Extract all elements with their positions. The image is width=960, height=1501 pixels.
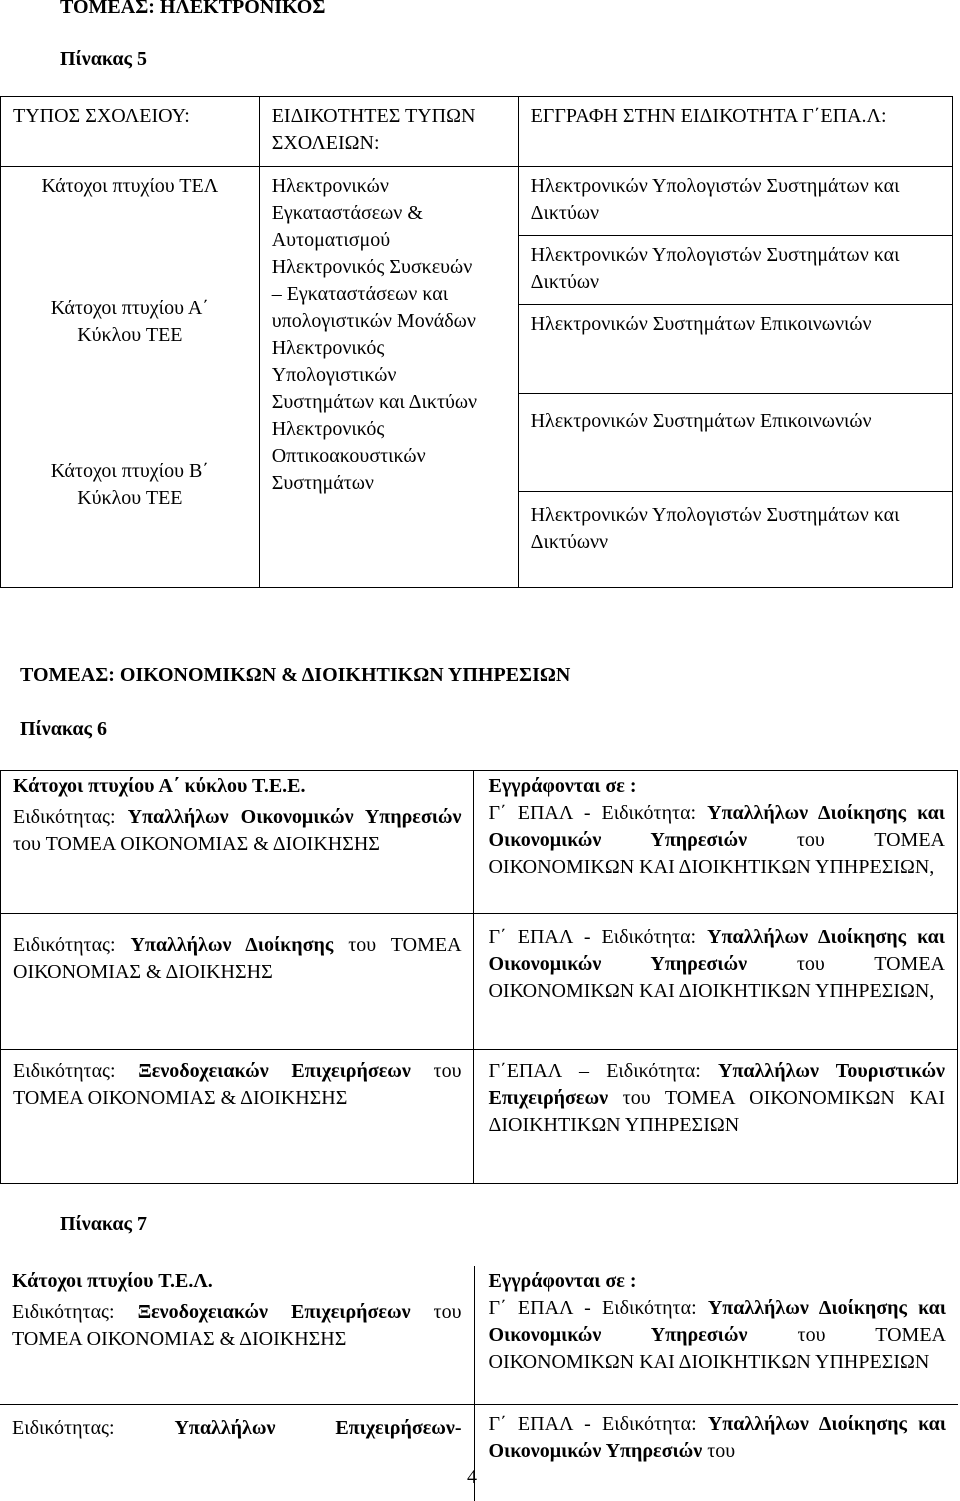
table6-left-text: Ειδικότητας: Υπαλλήλων Διοίκησης του ΤΟΜΕΑ ΟΙΚΟΝΟΜΙΑΣ & ΔΙΟΙΚΗΣΗΣ: [13, 934, 462, 983]
table6-row: [1, 914, 474, 1050]
table-7: [0, 1266, 958, 1501]
specialty-item: Ηλεκτρονικών Εγκαταστάσεων & Αυτοματισμού: [271, 175, 423, 251]
enrollment-row: Ηλεκτρονικών Υπολογιστών Συστημάτων και Δικτύων: [519, 236, 952, 305]
table6-header-left: Κάτοχοι πτυχίου Α΄ κύκλου Τ.Ε.Ε.: [13, 775, 306, 797]
page-number: 4: [467, 1466, 477, 1488]
table7-row-right: [474, 1266, 958, 1404]
school-type-a-tee: Κάτοχοι πτυχίου Α΄ Κύκλου ΤΕΕ: [50, 297, 209, 346]
table-title-7: Πίνακας 7: [60, 1213, 147, 1235]
enrollment-row: Ηλεκτρονικών Υπολογιστών Συστημάτων και Δικτύων: [519, 167, 952, 236]
table7-right-text: Γ΄ ΕΠΑΛ - Ειδικότητα: Υπαλλήλων Διοίκησης και Οικονομικών Υπηρεσιών του ΤΟΜΕΑ ΟΙΚΟΝΟΜΙΚΩΝ ΚΑΙ ΔΙΟΙΚΗΤΙΚΩΝ ΥΠΗΡΕΣΙΩΝ: [488, 1297, 947, 1373]
table6-row: [1, 771, 474, 914]
table6-right-text: Γ΄ ΕΠΑΛ - Ειδικότητα: Υπαλλήλων Διοίκησης και Οικονομικών Υπηρεσιών του ΤΟΜΕΑ ΟΙΚΟΝΟΜΙΚΩΝ ΚΑΙ ΔΙΟΙΚΗΤΙΚΩΝ ΥΠΗΡΕΣΙΩΝ,: [488, 926, 946, 1002]
table-6: [0, 770, 958, 1184]
table6-right-text: Γ΄ ΕΠΑΛ - Ειδικότητα: Υπαλλήλων Διοίκησης και Οικονομικών Υπηρεσιών του ΤΟΜΕΑ ΟΙΚΟΝΟΜΙΚΩΝ ΚΑΙ ΔΙΟΙΚΗΤΙΚΩΝ ΥΠΗΡΕΣΙΩΝ,: [488, 802, 946, 878]
section-heading-economics: ΤΟΜΕΑΣ: ΟΙΚΟΝΟΜΙΚΩΝ & ΔΙΟΙΚΗΤΙΚΩΝ ΥΠΗΡΕΣΙΩΝ: [20, 664, 571, 686]
table6-row-right: [474, 1050, 958, 1184]
table5-specialties-cell: [259, 167, 518, 588]
table7-header-left: Κάτοχοι πτυχίου Τ.Ε.Λ.: [12, 1270, 213, 1292]
table6-left-text: Ειδικότητας: Υπαλλήλων Οικονομικών Υπηρεσιών του ΤΟΜΕΑ ΟΙΚΟΝΟΜΙΑΣ & ΔΙΟΙΚΗΣΗΣ: [13, 806, 462, 855]
table-5: [0, 96, 953, 588]
school-type-tel: Κάτοχοι πτυχίου ΤΕΛ: [41, 175, 219, 197]
table5-enrollment-cell: [518, 167, 952, 588]
table7-right-text: Γ΄ ΕΠΑΛ - Ειδικότητα: Υπαλλήλων Διοίκησης και Οικονομικών Υπηρεσιών του: [488, 1412, 947, 1462]
table7-left-text: Ειδικότητας: Ξενοδοχειακών Επιχειρήσεων του ΤΟΜΕΑ ΟΙΚΟΝΟΜΙΑΣ & ΔΙΟΙΚΗΣΗΣ: [12, 1301, 462, 1350]
table6-row-right: [474, 771, 958, 914]
school-type-b-tee: Κάτοχοι πτυχίου Β΄ Κύκλου ΤΕΕ: [50, 460, 209, 509]
section-heading-electronics: ΤΟΜΕΑΣ: ΗΛΕΚΤΡΟΝΙΚΟΣ: [60, 0, 326, 18]
table5-header-school-type: ΤΥΠΟΣ ΣΧΟΛΕΙΟΥ:: [1, 97, 260, 167]
table6-left-text: Ειδικότητας: Ξενοδοχειακών Επιχειρήσεων του ΤΟΜΕΑ ΟΙΚΟΝΟΜΙΑΣ & ΔΙΟΙΚΗΣΗΣ: [13, 1060, 462, 1109]
table7-row: [0, 1266, 474, 1404]
specialty-item: Ηλεκτρονικός Υπολογιστικών Συστημάτων και Δικτύων: [271, 337, 478, 413]
specialty-item: Ηλεκτρονικός Οπτικοακουστικών Συστημάτων: [271, 418, 426, 494]
table7-left-text: Ειδικότητας: Υπαλλήλων Επιχειρήσεων-: [12, 1416, 462, 1439]
table-title-5: Πίνακας 5: [60, 48, 147, 70]
table5-school-types-cell: [1, 167, 260, 588]
table6-row: [1, 1050, 474, 1184]
table7-row-right: [474, 1404, 958, 1501]
enrollment-row: Ηλεκτρονικών Υπολογιστών Συστημάτων και Δικτύωνν: [530, 504, 900, 553]
table-title-6: Πίνακας 6: [20, 718, 107, 740]
table7-row: [0, 1404, 474, 1501]
specialty-item: Ηλεκτρονικός Συσκευών – Εγκαταστάσεων και υπολογιστικών Μονάδων: [271, 256, 476, 332]
table6-header-right: Εγγράφονται σε :: [488, 775, 637, 797]
table7-header-right: Εγγράφονται σε :: [488, 1270, 637, 1292]
table5-header-enrollment: ΕΓΓΡΑΦΗ ΣΤΗΝ ΕΙΔΙΚΟΤΗΤΑ Γ΄ΕΠΑ.Λ:: [518, 97, 952, 167]
enrollment-row: Ηλεκτρονικών Συστημάτων Επικοινωνιών: [519, 394, 952, 492]
table5-header-specialties: ΕΙΔΙΚΟΤΗΤΕΣ ΤΥΠΩΝ ΣΧΟΛΕΙΩΝ:: [259, 97, 518, 167]
table6-row-right: [474, 914, 958, 1050]
table6-right-text: Γ΄ΕΠΑΛ – Ειδικότητα: Υπαλλήλων Τουριστικών Επιχειρήσεων του ΤΟΜΕΑ ΟΙΚΟΝΟΜΙΚΩΝ ΚΑΙ ΔΙΟΙΚΗΤΙΚΩΝ ΥΠΗΡΕΣΙΩΝ: [488, 1060, 945, 1136]
enrollment-row: Ηλεκτρονικών Συστημάτων Επικοινωνιών: [519, 305, 952, 394]
